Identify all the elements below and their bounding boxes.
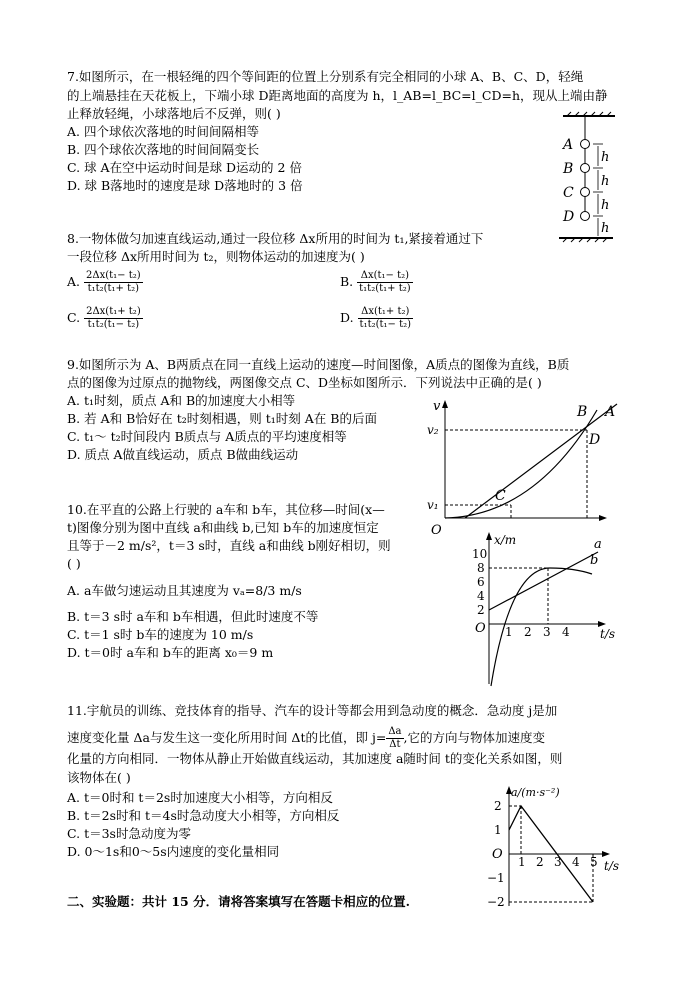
q7-label-h4: h — [601, 221, 610, 236]
q11-tick-m1: −1 — [487, 871, 505, 885]
q9-label-b: B — [577, 404, 588, 420]
q10-label-ts: t/s — [600, 627, 616, 641]
q8-option-d-fraction — [358, 306, 413, 331]
q8-option-c-label: C. — [67, 310, 81, 325]
q11-option-d: D. 0～1s和0～5s内速度的变化量相同 — [67, 844, 280, 859]
q11-option-c: C. t＝3s时急动度为零 — [67, 826, 191, 841]
q8-option-a-fraction — [84, 270, 143, 295]
q11-frac-num: Δa — [388, 726, 402, 737]
q8-option-b-label: B. — [340, 274, 354, 289]
q10-tick-10: 10 — [472, 547, 488, 561]
q8-option-b-num: Δx(t₁− t₂) — [357, 270, 412, 283]
q11-label-axis: a/(m·s⁻²) — [511, 786, 560, 799]
q8-option-c-den: t₁t₂(t₁− t₂) — [87, 319, 140, 330]
q8-option-a — [67, 270, 143, 295]
q11-jerk-fraction — [386, 726, 403, 751]
q10-option-c: C. t＝1 s时 b车的速度为 10 m/s — [67, 627, 254, 642]
q10-tick-x4: 4 — [562, 625, 570, 639]
q9-label-d: D — [589, 432, 601, 448]
q8-option-d-label: D. — [340, 310, 354, 325]
q10-option-a: A. a车做匀速运动且其速度为 vₐ=8/3 m/s — [67, 583, 302, 598]
q10-tick-x3: 3 — [543, 625, 551, 639]
q7-label-d: D — [563, 209, 575, 225]
q8-option-a-num: 2Δx(t₁− t₂) — [86, 270, 141, 281]
q7-label-a: A — [563, 137, 574, 153]
q9-y-arrow — [442, 400, 448, 408]
q10-line3: 且等于－2 m/s²，t＝3 s时，直线 a和曲线 b刚好相切，则 — [67, 538, 391, 553]
q7-option-d: D. 球 B落地时的速度是球 D落地时的 3 倍 — [67, 178, 303, 193]
q10-tick-x1: 1 — [505, 625, 513, 639]
q11-option-b: B. t＝2s时和 t＝4s时急动度大小相等，方向相反 — [67, 808, 340, 823]
q9-option-a: A. t₁时刻，质点 A和 B的加速度大小相等 — [67, 393, 296, 408]
q8-option-d — [340, 306, 413, 331]
q11-line3: 化量的方向相同．一物体从静止开始做直线运动，其加速度 a随时间 t的变化关系如图，则 — [67, 751, 563, 766]
q9-label-c: C — [495, 488, 506, 504]
q9-option-b: B. 若 A和 B恰好在 t₂时刻相遇，则 t₁时刻 A在 B的后面 — [67, 411, 377, 426]
q11-label-o: O — [492, 847, 503, 862]
q11-line2 — [67, 726, 545, 751]
q9-label-o: O — [431, 523, 442, 538]
q8-option-c-fraction — [84, 306, 143, 331]
q10-line-a — [489, 552, 598, 610]
q10-label-o: O — [475, 621, 486, 636]
q11-tick-x2: 2 — [536, 855, 544, 869]
q10-line1: 10.在平直的公路上行驶的 a车和 b车，其位移—时间(x— — [67, 502, 385, 517]
q7-label-c: C — [563, 185, 574, 201]
q8-option-b-fraction — [357, 270, 412, 295]
q7-label-h1: h — [601, 150, 610, 165]
q9-label-a: A — [605, 404, 616, 420]
q10-line4: ( ) — [67, 556, 81, 571]
q10-line2: t)图像分别为图中直线 a和曲线 b,已知 b车的加速度恒定 — [67, 520, 379, 535]
q7-label-h3: h — [601, 198, 610, 213]
q7-figure — [555, 112, 625, 250]
q11-tick-2: 2 — [494, 799, 502, 813]
q11-figure — [478, 780, 638, 912]
q8-line2: 一段位移 Δx所用时间为 t₂，则物体运动的加速度为( ) — [67, 249, 365, 264]
q10-tick-6: 6 — [477, 575, 485, 589]
q10-label-b: b — [590, 553, 599, 568]
q10-label-a: a — [594, 537, 602, 552]
q11-tick-x1: 1 — [518, 855, 526, 869]
q9-line1: 9.如图所示为 A、B两质点在同一直线上运动的速度—时间图像，A质点的图像为直线，B质 — [67, 357, 570, 372]
q10-option-b: B. t＝3 s时 a车和 b车相遇，但此时速度不等 — [67, 609, 319, 624]
q9-x-arrow — [599, 515, 607, 521]
q8-option-c — [67, 306, 143, 331]
q10-tick-8: 8 — [477, 561, 485, 575]
q7-line2: 的上端悬挂在天花板上，下端小球 D距离地面的高度为 h，l_AB=l_BC=l_CD=h，现从上端由静 — [67, 88, 608, 103]
q7-option-b: B. 四个球依次落地的时间间隔变长 — [67, 142, 260, 157]
q11-line4: 该物体在( ) — [67, 770, 131, 785]
q7-label-b: B — [563, 161, 574, 177]
q10-tick-x2: 2 — [524, 625, 532, 639]
q10-option-d: D. t＝0时 a车和 b车的距离 x₀＝9 m — [67, 645, 274, 660]
q9-option-d: D. 质点 A做直线运动，质点 B做曲线运动 — [67, 447, 299, 462]
q8-option-b — [340, 270, 413, 295]
q7-option-c: C. 球 A在空中运动时间是球 D运动的 2 倍 — [67, 160, 302, 175]
q9-label-v1: v₁ — [427, 498, 439, 512]
q7-label-h2: h — [601, 174, 610, 189]
q11-tick-m2: −2 — [487, 895, 505, 909]
q8-option-d-den: t₁t₂(t₁− t₂) — [359, 319, 412, 330]
q9-label-v: v — [433, 399, 441, 414]
q9-figure — [425, 398, 630, 538]
q11-tick-x3: 3 — [554, 855, 562, 869]
q11-x-arrow — [602, 851, 610, 857]
q9-label-v2: v₂ — [427, 423, 439, 437]
q9-line2: 点的图像为过原点的抛物线，两图像交点 C、D坐标如图所示．下列说法中正确的是( ) — [67, 375, 542, 390]
q10-y-arrow — [486, 532, 492, 540]
q7-line1: 7.如图所示，在一根轻绳的四个等间距的位置上分别系有完全相同的小球 A、B、C、D，轻绳 — [67, 69, 584, 84]
q11-tick-x4: 4 — [572, 855, 580, 869]
q10-label-xm: x/m — [494, 533, 517, 547]
q9-curve-b — [445, 410, 597, 518]
q8-option-a-den: t₁t₂(t₁+ t₂) — [87, 283, 140, 294]
q11-line2-start: 速度变化量 Δa与发生这一变化所用时间 Δt的比值，即 j= — [67, 730, 387, 745]
q9-option-c: C. t₁～ t₂时间段内 B质点与 A质点的平均速度相等 — [67, 429, 347, 444]
q11-label-ts: t/s — [604, 859, 620, 873]
q11-tick-x5: 5 — [590, 855, 598, 869]
q7-line3: 止释放轻绳，小球落地后不反弹，则( ) — [67, 106, 281, 121]
q10-figure — [470, 528, 630, 688]
q8-option-c-num: 2Δx(t₁+ t₂) — [86, 306, 141, 317]
section2-heading: 二、实验题：共计 15 分．请将答案填写在答题卡相应的位置. — [67, 894, 410, 909]
q10-tick-4: 4 — [477, 589, 485, 603]
q9-line-a — [465, 404, 617, 518]
q8-option-b-den: t₁t₂(t₁+ t₂) — [359, 283, 411, 294]
q10-tick-2: 2 — [477, 603, 485, 617]
q11-frac-den: Δt — [389, 739, 401, 750]
q8-line1: 8.一物体做匀加速直线运动,通过一段位移 Δx所用的时间为 t₁,紧接着通过下 — [67, 231, 484, 246]
q8-option-d-num: Δx(t₁+ t₂) — [358, 306, 413, 319]
q11-option-a: A. t＝0时和 t＝2s时加速度大小相等，方向相反 — [67, 790, 333, 805]
q11-tick-1: 1 — [494, 823, 502, 837]
q7-option-a: A. 四个球依次落地的时间间隔相等 — [67, 124, 259, 139]
q8-option-a-label: A. — [67, 274, 81, 289]
q11-line1: 11.宇航员的训练、竞技体育的指导、汽车的设计等都会用到急动度的概念．急动度 j是加 — [67, 703, 558, 718]
q11-line2-end: ,它的方向与物体加速度变 — [403, 730, 545, 745]
